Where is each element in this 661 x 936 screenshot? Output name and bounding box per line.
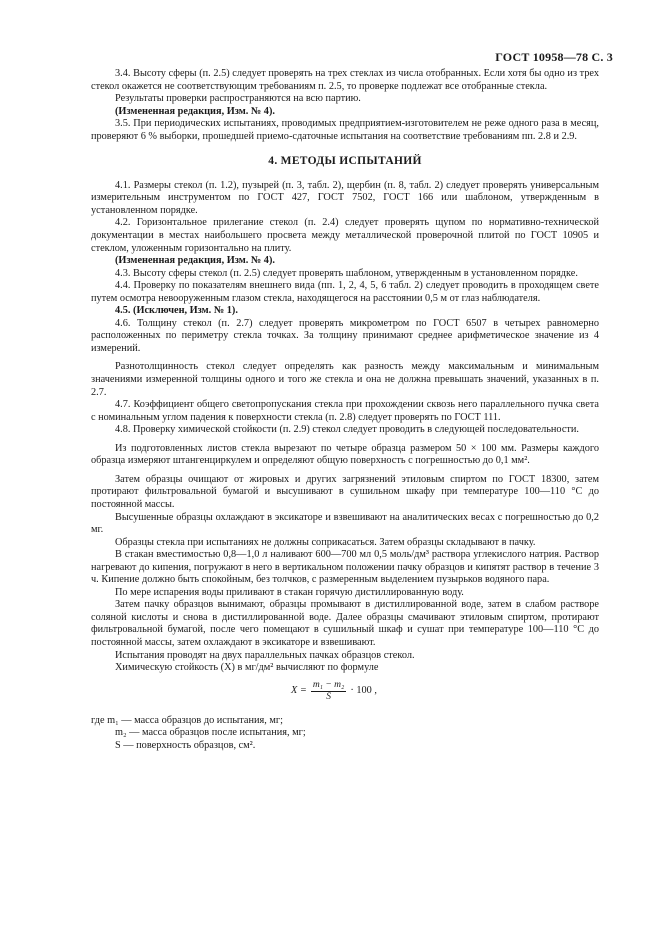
paragraph-4-6: 4.6. Толщину стекол (п. 2.7) следует проверять микрометром по ГОСТ 6507 в четырех равномерно расположенных по периметру стекла точках. За толщину принимают среднее арифметическое значение из 4 измерений. (91, 317, 599, 354)
paragraph-4-5: 4.5. (Исключен, Изм. № 1). (115, 305, 238, 317)
section-title: 4. МЕТОДЫ ИСПЫТАНИЙ (268, 155, 422, 168)
paragraph-evaporation: По мере испарения воды приливают в стакан горячую дистиллированную воду. (115, 586, 464, 598)
formula-lhs: X = (291, 684, 307, 696)
formula (91, 677, 599, 707)
formula-numerator: m₁ − m₂ (312, 679, 345, 690)
formula-expression (291, 680, 377, 703)
paragraph-cleaning: Затем образцы очищают от жировых и других загрязнений этиловым спиртом по ГОСТ 18300, затем протирают фильтровальной бумагой и высушивают в сушильном шкафу при температуре 100—110 °С до постоянной массы. (91, 473, 599, 510)
legend-line: m₂ — масса образцов после испытания, мг; (115, 727, 306, 739)
legend-line: S — поверхность образцов, см². (115, 739, 256, 751)
paragraph-cooling: Высушенные образцы охлаждают в эксикаторе и взвешивают на аналитических весах с погрешностью до 0,2 мг. (91, 511, 599, 536)
formula-rhs: · 100 , (350, 684, 377, 696)
paragraph-parallel: Испытания проводят на двух параллельных пачках образцов стекол. (115, 649, 415, 661)
formula-legend (91, 715, 599, 753)
paragraph-washing: Затем пачку образцов вынимают, образцы промывают в дистиллированной воде, затем в слабом растворе соляной кислоты и снова в дистиллированной воде. Далее образцы смачивают этиловым спиртом, протирают фильтровальной бумагой, после чего помещают в сушильный шкаф и сушат при температуре 100—110 °С до постоянной массы, затем охлаждают в эксикаторе и взвешивают. (91, 599, 599, 648)
paragraph-4-7: 4.7. Коэффициент общего светопропускания стекла при прохождении сквозь него параллельного пучка света с номинальным углом падения к поверхности стекла (п. 2.8) следует проверять по ГОСТ 111. (91, 399, 599, 423)
paragraph-formula-intro: Химическую стойкость (X) в мг/дм² вычисляют по формуле (115, 662, 379, 674)
formula-fraction (311, 680, 347, 703)
paragraph-results: Результаты проверки распространяются на всю партию. (115, 93, 361, 105)
amendment-note: (Измененная редакция, Изм. № 4). (115, 105, 275, 117)
page-content (91, 68, 599, 752)
paragraph-thickness-variation: Разнотолщинность стекол следует определять как разность между максимальным и минимальным значениями измеренной толщины одного и того же стекла и она не должна превышать значений, указанных в п. 2.7. (91, 361, 599, 398)
paragraph-4-8: 4.8. Проверку химической стойкости (п. 2.9) стекол следует проводить в следующей последовательности. (115, 424, 579, 436)
paragraph-no-contact: Образцы стекла при испытаниях не должны соприкасаться. Затем образцы складывают в пачку. (115, 536, 536, 548)
page-header: ГОСТ 10958—78 С. 3 (495, 50, 613, 64)
paragraph-4-3: 4.3. Высоту сферы стекол (п. 2.5) следует проверять шаблоном, утвержденным в установленном порядке. (115, 267, 578, 279)
paragraph-3-5: 3.5. При периодических испытаниях, проводимых предприятием-изготовителем не реже одного раза в месяц, проверяют 6 % выборки, прошедшей приемо-сдаточные испытания на соответствие требованиям пп. 2.8 и 2.9. (91, 118, 599, 142)
paragraph-samples: Из подготовленных листов стекла вырезают по четыре образца размером 50 × 100 мм. Размеры каждого образца измеряют штангенциркулем и определяют общую поверхность с погрешностью до 0,1 мм². (91, 442, 599, 467)
formula-denominator: S (326, 691, 331, 702)
legend-line: где m₁ — масса образцов до испытания, мг; (91, 714, 284, 726)
paragraph-4-4: 4.4. Проверку по показателям внешнего вида (пп. 1, 2, 4, 5, 6 табл. 2) следует проводить в проходящем свете путем осмотра невооруженным глазом стекла, находящегося на расстоянии 0,5 м от глаз наблюдателя. (91, 280, 599, 304)
paragraph-3-4: 3.4. Высоту сферы (п. 2.5) следует проверять на трех стеклах из числа отобранных. Если хотя бы одно из трех стекол окажется не соответствующим требованиям п. 2.5, то проверке подлежат все отобранные стекла. (91, 68, 599, 92)
paragraph-4-2: 4.2. Горизонтальное прилегание стекол (п. 2.4) следует проверять щупом по нормативно-технической документации в местах наибольшего просвета между металлической проверочной плитой по ГОСТ 10905 и стеклом, уложенным горизонтально на плиту. (91, 217, 599, 254)
paragraph-boiling: В стакан вместимостью 0,8—1,0 л наливают 600—700 мл 0,5 моль/дм³ раствора углекислого натрия. Раствор нагревают до кипения, погружают в него в вертикальном положении пачку образцов и кипятят раствор в течение 3 ч. Кипение должно быть спокойным, без толчков, с размеренным выделением пузырьков водяного пара. (91, 549, 599, 586)
paragraph-4-1: 4.1. Размеры стекол (п. 1.2), пузырей (п. 3, табл. 2), щербин (п. 8, табл. 2) следует проверять универсальным измерительным инструментом по ГОСТ 427, ГОСТ 7502, ГОСТ 166 или шаблоном, утвержденным в установленном порядке. (91, 179, 599, 216)
amendment-note: (Измененная редакция, Изм. № 4). (115, 255, 275, 267)
